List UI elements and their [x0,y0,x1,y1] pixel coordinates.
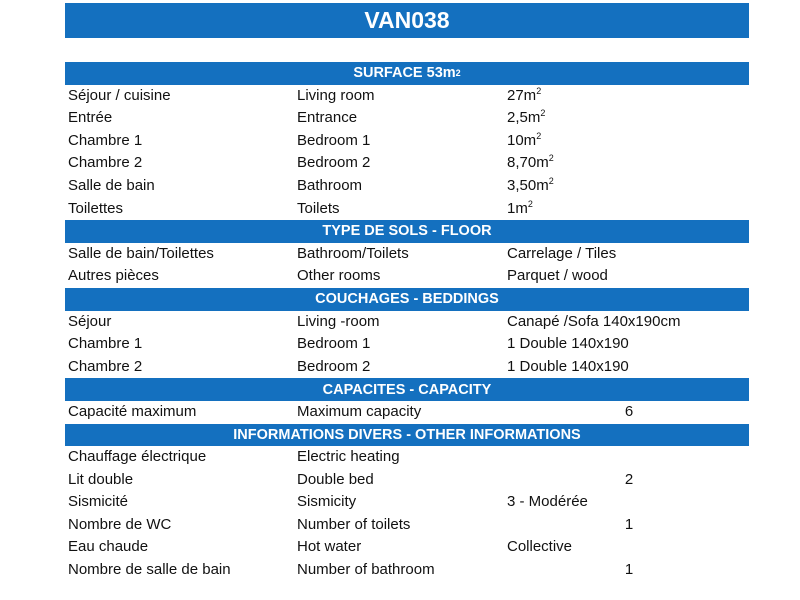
label-fr: Chauffage électrique [68,448,207,466]
section-header: INFORMATIONS DIVERS - OTHER INFORMATIONS [65,424,749,447]
value-cell: Canapé /Sofa 140x190cm [507,312,681,330]
value-cell: 1 Double 140x190 [507,335,629,353]
label-en: Double bed [297,470,374,488]
label-fr: Séjour / cuisine [68,86,171,104]
label-fr: Autres pièces [68,267,159,285]
label-en: Number of toilets [297,515,411,533]
table-row [65,333,749,356]
label-en: Living room [297,86,375,104]
label-en: Other rooms [297,267,381,285]
label-en: Toilets [297,199,340,217]
section-header: SURFACE 53m 2 [65,62,749,85]
value-cell: 1 Double 140x190 [507,357,629,375]
table-row [65,514,749,537]
label-fr: Chambre 2 [68,357,143,375]
label-fr: Lit double [68,470,134,488]
section-header: TYPE DE SOLS - FLOOR [65,220,749,243]
table-row [65,198,749,221]
value-cell: Parquet / wood [507,267,608,285]
label-en: Hot water [297,538,362,556]
count-cell: 6 [624,402,634,420]
page-title: VAN038 [65,3,749,38]
count-cell: 1 [624,561,634,579]
table-row [65,536,749,559]
table-row [65,175,749,198]
table-row [65,446,749,469]
section-header: CAPACITES - CAPACITY [65,378,749,401]
label-en: Bedroom 2 [297,357,371,375]
label-fr: Chambre 1 [68,131,143,149]
label-en: Bedroom 1 [297,335,371,353]
value-cell: $2,5m^2$ [507,108,546,127]
label-fr: Nombre de salle de bain [68,561,231,579]
table-row [65,107,749,130]
label-fr: Toilettes [68,199,124,217]
value-cell: Carrelage / Tiles [507,244,617,262]
label-fr: Chambre 2 [68,154,143,172]
label-en: Bathroom [297,176,363,194]
label-en: Sismicity [297,493,357,511]
section-header: COUCHAGES - BEDDINGS [65,288,749,311]
label-fr: Salle de bain/Toilettes [68,244,214,262]
value-cell: Collective [507,538,573,556]
count-cell: 2 [624,470,634,488]
label-en: Entrance [297,109,358,127]
label-fr: Eau chaude [68,538,149,556]
label-fr: Séjour [68,312,112,330]
value-cell: 3 - Modérée [507,493,588,511]
table-row [65,243,749,266]
label-en: Bedroom 1 [297,131,371,149]
table-row [65,311,749,334]
label-fr: Entrée [68,109,113,127]
table-row [65,491,749,514]
label-en: Bedroom 2 [297,154,371,172]
value-cell: $10m^2$ [507,130,542,149]
property-sheet [65,62,749,582]
label-en: Number of bathroom [297,561,435,579]
label-en: Living -room [297,312,380,330]
table-row [65,152,749,175]
label-fr: Salle de bain [68,176,155,194]
label-en: Bathroom/Toilets [297,244,409,262]
table-row [65,356,749,379]
value-cell: $3,50m^2$ [507,175,554,194]
table-row [65,85,749,108]
value-cell: $8,70m^2$ [507,153,554,172]
table-row [65,469,749,492]
label-en: Maximum capacity [297,402,422,420]
table-row [65,559,749,582]
label-fr: Capacité maximum [68,402,197,420]
label-fr: Chambre 1 [68,335,143,353]
label-fr: Nombre de WC [68,515,172,533]
value-cell: $1m^2$ [507,198,533,217]
count-cell: 1 [624,515,634,533]
label-en: Electric heating [297,448,400,466]
table-row [65,265,749,288]
table-row [65,401,749,424]
table-row [65,130,749,153]
value-cell: $27m^2$ [507,85,542,104]
label-fr: Sismicité [68,493,129,511]
